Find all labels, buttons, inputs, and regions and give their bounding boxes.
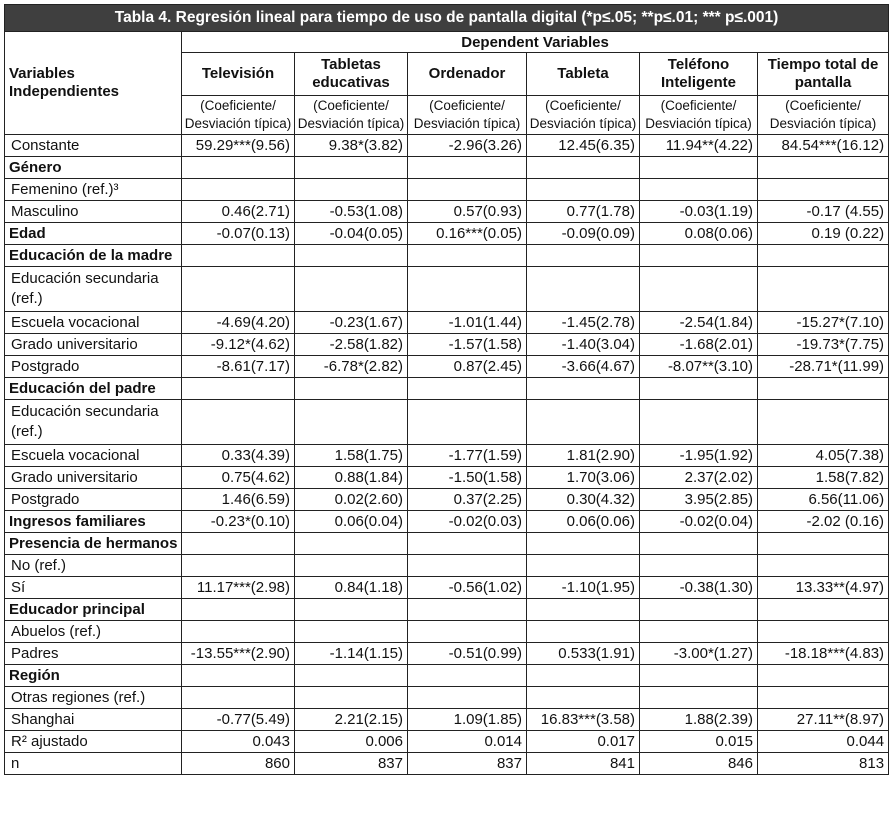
value-cell: -0.53(1.08) [295, 201, 408, 223]
value-cell: 0.19 (0.22) [758, 223, 889, 245]
empty-cell [295, 533, 408, 555]
empty-cell [527, 599, 640, 621]
value-cell: -1.40(3.04) [527, 334, 640, 356]
section-label: Región [5, 665, 182, 687]
section-row [5, 665, 889, 687]
value-cell: 0.57(0.93) [408, 201, 527, 223]
subheader-line-2: Desviación típica) [529, 116, 637, 131]
value-cell: -0.77(5.49) [182, 709, 295, 731]
value-cell [182, 400, 295, 445]
value-cell: -3.66(4.67) [527, 356, 640, 378]
value-cell [527, 179, 640, 201]
value-cell: -0.04(0.05) [295, 223, 408, 245]
value-cell: -13.55***(2.90) [182, 643, 295, 665]
empty-cell [182, 378, 295, 400]
row-label: Escuela vocacional [5, 312, 182, 334]
empty-cell [640, 157, 758, 179]
value-cell: 0.014 [408, 731, 527, 753]
value-cell: 0.044 [758, 731, 889, 753]
subheader-line-1: (Coeficiente/ [429, 98, 505, 113]
value-cell: -1.77(1.59) [408, 445, 527, 467]
value-cell [295, 179, 408, 201]
empty-cell [527, 665, 640, 687]
value-cell: 1.09(1.85) [408, 709, 527, 731]
table-body [5, 135, 889, 775]
column-subheader [527, 96, 640, 135]
empty-cell [758, 599, 889, 621]
column-header: Teléfono Inteligente [640, 53, 758, 96]
regression-table-container [4, 4, 888, 775]
empty-cell [408, 157, 527, 179]
row-label: Postgrado [5, 489, 182, 511]
value-cell [295, 687, 408, 709]
empty-cell [758, 665, 889, 687]
value-cell: 0.88(1.84) [295, 467, 408, 489]
value-cell: 59.29***(9.56) [182, 135, 295, 157]
value-cell [295, 267, 408, 312]
value-cell: 1.58(1.75) [295, 445, 408, 467]
value-cell [527, 687, 640, 709]
row-label: Shanghai [5, 709, 182, 731]
value-cell: -8.61(7.17) [182, 356, 295, 378]
value-cell: 3.95(2.85) [640, 489, 758, 511]
value-cell: 13.33**(4.97) [758, 577, 889, 599]
value-cell [758, 621, 889, 643]
value-cell: 1.70(3.06) [527, 467, 640, 489]
value-cell: -0.23(1.67) [295, 312, 408, 334]
table-row [5, 445, 889, 467]
value-cell: -1.50(1.58) [408, 467, 527, 489]
section-label: Educador principal [5, 599, 182, 621]
value-cell: 11.17***(2.98) [182, 577, 295, 599]
table-row [5, 731, 889, 753]
row-label: No (ref.) [5, 555, 182, 577]
row-label: Constante [5, 135, 182, 157]
value-cell: 0.30(4.32) [527, 489, 640, 511]
value-cell: 837 [408, 753, 527, 775]
value-cell: 1.88(2.39) [640, 709, 758, 731]
value-cell: -1.68(2.01) [640, 334, 758, 356]
value-cell [758, 179, 889, 201]
table-row [5, 334, 889, 356]
empty-cell [182, 157, 295, 179]
independent-variables-header: Variables Independientes [5, 32, 182, 135]
value-cell [640, 687, 758, 709]
table-row [5, 467, 889, 489]
subheader-line-1: (Coeficiente/ [660, 98, 737, 113]
section-row [5, 533, 889, 555]
value-cell: -9.12*(4.62) [182, 334, 295, 356]
value-cell: 1.81(2.90) [527, 445, 640, 467]
value-cell: -0.09(0.09) [527, 223, 640, 245]
table-title: Tabla 4. Regresión lineal para tiempo de uso de pantalla digital (*p≤.05; **p≤.01; *** p≤.001) [5, 5, 889, 32]
empty-cell [295, 665, 408, 687]
value-cell [640, 555, 758, 577]
value-cell: -1.01(1.44) [408, 312, 527, 334]
section-label: Educación del padre [5, 378, 182, 400]
empty-cell [758, 533, 889, 555]
empty-cell [640, 533, 758, 555]
row-label: Otras regiones (ref.) [5, 687, 182, 709]
row-label: Educación secundaria (ref.) [5, 400, 182, 445]
row-label: Padres [5, 643, 182, 665]
row-label: Sí [5, 577, 182, 599]
value-cell [182, 267, 295, 312]
value-cell: -6.78*(2.82) [295, 356, 408, 378]
value-cell: 0.84(1.18) [295, 577, 408, 599]
empty-cell [758, 378, 889, 400]
empty-cell [182, 533, 295, 555]
column-subheader [758, 96, 889, 135]
value-cell [640, 400, 758, 445]
column-header: Tiempo total de pantalla [758, 53, 889, 96]
value-cell [182, 179, 295, 201]
value-cell: 837 [295, 753, 408, 775]
column-header: Tabletas educativas [295, 53, 408, 96]
value-cell: -0.56(1.02) [408, 577, 527, 599]
value-cell: -0.38(1.30) [640, 577, 758, 599]
empty-cell [527, 533, 640, 555]
value-cell: 2.37(2.02) [640, 467, 758, 489]
row-label: Grado universitario [5, 334, 182, 356]
value-cell: 0.33(4.39) [182, 445, 295, 467]
row-label: Educación secundaria (ref.) [5, 267, 182, 312]
row-label: Escuela vocacional [5, 445, 182, 467]
subheader-line-2: Desviación típica) [297, 116, 405, 131]
value-cell [758, 267, 889, 312]
section-label: Presencia de hermanos [5, 533, 182, 555]
row-label: Ingresos familiares [5, 511, 182, 533]
table-row [5, 643, 889, 665]
section-label: Género [5, 157, 182, 179]
value-cell: 0.06(0.06) [527, 511, 640, 533]
value-cell: -2.96(3.26) [408, 135, 527, 157]
table-row [5, 179, 889, 201]
table-row [5, 400, 889, 445]
value-cell: -2.02 (0.16) [758, 511, 889, 533]
value-cell [758, 687, 889, 709]
table-row [5, 709, 889, 731]
subheader-line-1: (Coeficiente/ [200, 98, 276, 113]
subheader-line-2: Desviación típica) [645, 116, 752, 131]
value-cell [640, 267, 758, 312]
table-row [5, 687, 889, 709]
value-cell [408, 179, 527, 201]
value-cell: 846 [640, 753, 758, 775]
table-row [5, 135, 889, 157]
empty-cell [527, 245, 640, 267]
empty-cell [640, 665, 758, 687]
empty-cell [640, 245, 758, 267]
empty-cell [408, 599, 527, 621]
value-cell [408, 687, 527, 709]
value-cell: 0.043 [182, 731, 295, 753]
row-label: Abuelos (ref.) [5, 621, 182, 643]
column-header: Tableta [527, 53, 640, 96]
section-row [5, 378, 889, 400]
empty-cell [640, 599, 758, 621]
subheader-line-1: (Coeficiente/ [545, 98, 621, 113]
value-cell: -15.27*(7.10) [758, 312, 889, 334]
value-cell: 16.83***(3.58) [527, 709, 640, 731]
empty-cell [295, 378, 408, 400]
value-cell [408, 400, 527, 445]
value-cell [295, 400, 408, 445]
value-cell: -0.51(0.99) [408, 643, 527, 665]
value-cell: 2.21(2.15) [295, 709, 408, 731]
empty-cell [408, 245, 527, 267]
empty-cell [182, 665, 295, 687]
value-cell: 813 [758, 753, 889, 775]
value-cell [182, 555, 295, 577]
value-cell: 0.006 [295, 731, 408, 753]
table-row [5, 753, 889, 775]
value-cell: 0.533(1.91) [527, 643, 640, 665]
value-cell: -1.14(1.15) [295, 643, 408, 665]
value-cell: 1.58(7.82) [758, 467, 889, 489]
dependent-variables-header: Dependent Variables [182, 32, 889, 53]
column-subheader [182, 96, 295, 135]
value-cell: -1.10(1.95) [527, 577, 640, 599]
value-cell [640, 621, 758, 643]
value-cell: 27.11**(8.97) [758, 709, 889, 731]
value-cell: -0.02(0.04) [640, 511, 758, 533]
value-cell: 0.017 [527, 731, 640, 753]
value-cell [408, 621, 527, 643]
value-cell: -1.45(2.78) [527, 312, 640, 334]
value-cell: 12.45(6.35) [527, 135, 640, 157]
empty-cell [640, 378, 758, 400]
empty-cell [295, 157, 408, 179]
subheader-line-2: Desviación típica) [769, 116, 877, 131]
empty-cell [182, 245, 295, 267]
value-cell [408, 267, 527, 312]
table-row [5, 312, 889, 334]
column-subheader [295, 96, 408, 135]
value-cell: 6.56(11.06) [758, 489, 889, 511]
value-cell: 0.015 [640, 731, 758, 753]
value-cell [527, 267, 640, 312]
value-cell: 841 [527, 753, 640, 775]
value-cell: -3.00*(1.27) [640, 643, 758, 665]
value-cell [182, 621, 295, 643]
table-row [5, 621, 889, 643]
value-cell [408, 555, 527, 577]
value-cell: 0.77(1.78) [527, 201, 640, 223]
table-row [5, 223, 889, 245]
empty-cell [527, 378, 640, 400]
empty-cell [408, 378, 527, 400]
empty-cell [527, 157, 640, 179]
value-cell [527, 400, 640, 445]
value-cell: 4.05(7.38) [758, 445, 889, 467]
section-row [5, 245, 889, 267]
subheader-line-2: Desviación típica) [413, 116, 521, 131]
empty-cell [295, 245, 408, 267]
table-row [5, 489, 889, 511]
table-row [5, 267, 889, 312]
value-cell: 0.16***(0.05) [408, 223, 527, 245]
subheader-line-2: Desviación típica) [184, 116, 292, 131]
value-cell [758, 400, 889, 445]
row-label: Femenino (ref.)³ [5, 179, 182, 201]
table-row [5, 577, 889, 599]
row-label: Masculino [5, 201, 182, 223]
column-header: Televisión [182, 53, 295, 96]
value-cell [640, 179, 758, 201]
value-cell [295, 555, 408, 577]
empty-cell [758, 245, 889, 267]
value-cell: -0.17 (4.55) [758, 201, 889, 223]
value-cell: 0.75(4.62) [182, 467, 295, 489]
value-cell [527, 621, 640, 643]
value-cell: -0.02(0.03) [408, 511, 527, 533]
value-cell: -1.95(1.92) [640, 445, 758, 467]
column-subheader [640, 96, 758, 135]
value-cell: -4.69(4.20) [182, 312, 295, 334]
empty-cell [758, 157, 889, 179]
section-label: Educación de la madre [5, 245, 182, 267]
value-cell: 9.38*(3.82) [295, 135, 408, 157]
value-cell: 0.08(0.06) [640, 223, 758, 245]
value-cell [295, 621, 408, 643]
value-cell: 0.46(2.71) [182, 201, 295, 223]
row-label: Edad [5, 223, 182, 245]
value-cell: -2.54(1.84) [640, 312, 758, 334]
regression-table [4, 4, 889, 775]
value-cell: -0.23*(0.10) [182, 511, 295, 533]
empty-cell [408, 665, 527, 687]
value-cell: 860 [182, 753, 295, 775]
value-cell: -0.07(0.13) [182, 223, 295, 245]
empty-cell [295, 599, 408, 621]
value-cell [182, 687, 295, 709]
value-cell: 84.54***(16.12) [758, 135, 889, 157]
row-label: R² ajustado [5, 731, 182, 753]
row-label: n [5, 753, 182, 775]
empty-cell [182, 599, 295, 621]
value-cell [527, 555, 640, 577]
subheader-line-1: (Coeficiente/ [313, 98, 389, 113]
value-cell: 11.94**(4.22) [640, 135, 758, 157]
value-cell: -2.58(1.82) [295, 334, 408, 356]
column-subheader [408, 96, 527, 135]
section-row [5, 157, 889, 179]
subheader-line-1: (Coeficiente/ [785, 98, 861, 113]
value-cell: -0.03(1.19) [640, 201, 758, 223]
value-cell [758, 555, 889, 577]
table-row [5, 511, 889, 533]
table-row [5, 201, 889, 223]
column-header: Ordenador [408, 53, 527, 96]
table-row [5, 555, 889, 577]
value-cell: 0.02(2.60) [295, 489, 408, 511]
empty-cell [408, 533, 527, 555]
value-cell: -19.73*(7.75) [758, 334, 889, 356]
row-label: Grado universitario [5, 467, 182, 489]
value-cell: -28.71*(11.99) [758, 356, 889, 378]
value-cell: 0.37(2.25) [408, 489, 527, 511]
value-cell: -1.57(1.58) [408, 334, 527, 356]
value-cell: 1.46(6.59) [182, 489, 295, 511]
value-cell: 0.87(2.45) [408, 356, 527, 378]
table-row [5, 356, 889, 378]
value-cell: -8.07**(3.10) [640, 356, 758, 378]
section-row [5, 599, 889, 621]
value-cell: 0.06(0.04) [295, 511, 408, 533]
value-cell: -18.18***(4.83) [758, 643, 889, 665]
row-label: Postgrado [5, 356, 182, 378]
